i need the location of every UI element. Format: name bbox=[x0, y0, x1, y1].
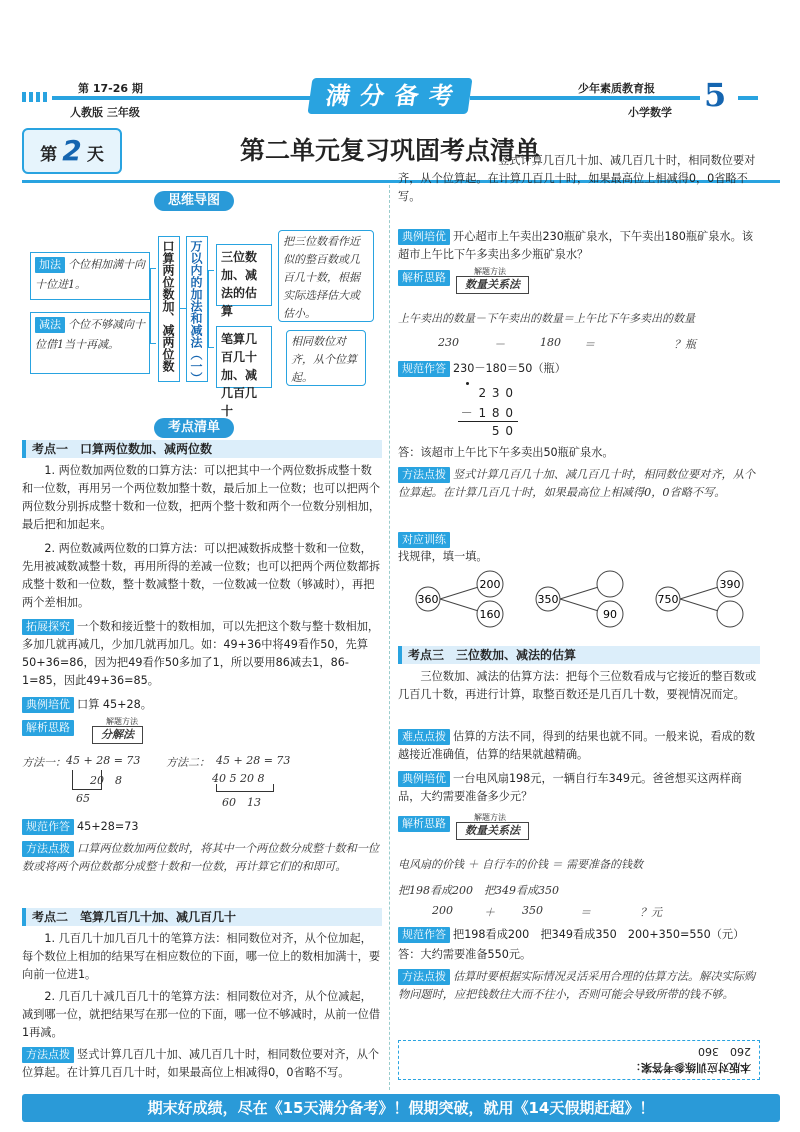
k2-tip2 bbox=[398, 466, 760, 502]
sub-text: 个位不够减向十位借1当十再减。 bbox=[35, 318, 145, 351]
header-stripes bbox=[22, 92, 50, 102]
k3-num-0: 200 bbox=[432, 904, 453, 917]
k1-ex-text: 口算 45+28。 bbox=[77, 698, 152, 711]
footer-banner: 期末好成绩，尽在《15天满分备考》！假期突破，就用《14天假期赶超》！ bbox=[22, 1094, 780, 1122]
answer-reference-box bbox=[398, 1040, 760, 1080]
k2-analysis bbox=[398, 268, 598, 302]
k2-tip2-tag: 方法点拨 bbox=[398, 467, 450, 483]
k2-ex-tag: 典例培优 bbox=[398, 229, 450, 245]
k2-std-tag: 规范作答 bbox=[398, 361, 450, 377]
day-prefix: 第 bbox=[40, 145, 58, 165]
header-rule-left bbox=[52, 96, 310, 100]
edition: 人教版 三年级 bbox=[70, 106, 140, 119]
k1-m1-label: 方法一： bbox=[22, 756, 66, 769]
k2-v-rule bbox=[458, 421, 518, 422]
k1-an-method-small: 解题方法 bbox=[106, 717, 138, 726]
mindmap-add-box bbox=[30, 252, 150, 300]
k1-method2 bbox=[166, 754, 326, 810]
k2-standard bbox=[398, 360, 758, 378]
k3-num-4: ？元 bbox=[640, 906, 662, 919]
k3-title: 考点三 三位数加、减法的估算 bbox=[398, 646, 760, 664]
k3-ex-tag: 典例培优 bbox=[398, 771, 450, 787]
k3-p1: 三位数加、减法的估算方法：把每个三位数看成与它接近的整百数或几百几十数，再进行计算，取整百数还是几百几十数，要视情况而定。 bbox=[398, 670, 757, 701]
k3-tip bbox=[398, 968, 760, 1004]
k2-rel-num-1: － bbox=[494, 338, 505, 351]
k3-relation: 电风扇的价钱 ＋ 自行车的价钱 ＝ 需要准备的钱数 bbox=[398, 858, 643, 871]
k1-title: 考点一 口算两位数加、减两位数 bbox=[22, 440, 382, 458]
k1-standard bbox=[22, 818, 382, 836]
mindmap-oral: 口算两位数加、减两位数 bbox=[158, 236, 180, 382]
k2-vertical-calc bbox=[458, 384, 518, 440]
k3-tip-text: 估算时要根据实际情况灵活采用合理的估算方法。解决实际购物问题时，应把钱数往大而不往小，否则可能会导致所带的钱不够。 bbox=[398, 970, 756, 1001]
k2-train-tag: 对应训练 bbox=[398, 532, 450, 548]
k1-m2-sums: 60 13 bbox=[222, 796, 261, 809]
k2-v-top: 2 3 0 bbox=[478, 386, 514, 400]
day-badge bbox=[22, 128, 122, 174]
k1-example bbox=[22, 696, 382, 714]
k3-diff-text: 估算的方法不同，得到的结果也就不同。一般来说，看成的数越接近准确值，估算的结果就越精确。 bbox=[398, 730, 756, 761]
k2-tip-text: 竖式计算几百几十加、减几百几十时，相同数位要对齐，从个位算起。在计算几百几十时，如果最高位上相减得0，0省略不写。 bbox=[22, 1048, 380, 1079]
k1-analysis bbox=[22, 718, 222, 752]
k1-m2-split: 40 5 20 8 bbox=[212, 772, 265, 785]
k1-m2-label: 方法二： bbox=[166, 756, 210, 769]
day-suffix: 天 bbox=[86, 145, 104, 165]
mindmap-unit: 万以内的加法和减法（一） bbox=[186, 236, 208, 382]
k3-std-text: 把198看成200 把349看成350 200+350=550（元） bbox=[453, 928, 745, 941]
k2-tip-cont-text: 竖式计算几百几十加、减几百几十时，相同数位要对齐，从个位算起。在计算几百几十时，如果最高位上相减得0，0省略不写。 bbox=[398, 154, 756, 203]
k3-example bbox=[398, 770, 760, 806]
tree-2-bottom-circle bbox=[717, 601, 743, 627]
header-rule-right bbox=[470, 96, 700, 100]
k1-ext-tag: 拓展探究 bbox=[22, 619, 74, 635]
k2-rel-num-4: ？瓶 bbox=[674, 338, 696, 351]
k3-num-2: 350 bbox=[522, 904, 543, 917]
k2-an-method-small: 解题方法 bbox=[474, 267, 506, 276]
k2-p2: 2. 几百几十减几百几十的笔算方法：相同数位对齐，从个位减起，减到哪一位，就把结果写在那一位的下面，哪一位不够减时，从前一位借1再减。 bbox=[22, 990, 381, 1039]
k2-trees bbox=[398, 568, 768, 630]
tree-1-bottom-value: 90 bbox=[603, 608, 617, 621]
k3-an-method: 数量关系法 bbox=[456, 822, 529, 840]
k1-m2-bracket bbox=[216, 784, 274, 792]
k3-standard bbox=[398, 926, 760, 944]
checklist-label: 考点清单 bbox=[154, 418, 234, 438]
k2-v-mid: － 1 8 0 bbox=[460, 406, 514, 420]
column-divider bbox=[389, 185, 390, 1090]
k2-an-method: 数量关系法 bbox=[456, 276, 529, 294]
tree-0-root-value: 360 bbox=[417, 593, 439, 606]
k2-tip bbox=[22, 1046, 382, 1082]
mindmap-written: 笔算几百几十加、减几百几十 bbox=[216, 326, 272, 388]
k1-p2: 2. 两位数减两位数的口算方法：可以把减数拆成整十数和一位数，先用被减数减整十数，再用所得的差减一位数；也可以把两个两位数都拆成整十数和一位数，整十数减整十数，一位数减一位数（够减时），再把两个差相加。 bbox=[22, 542, 381, 609]
k2-train-text: 找规律，填一填。 bbox=[398, 550, 488, 563]
mindmap-label: 思维导图 bbox=[154, 191, 234, 211]
k1-m1-split: 20 8 bbox=[90, 774, 122, 787]
header bbox=[0, 0, 800, 125]
k1-ext-text: 一个数和接近整十的数相加，可以先把这个数与整十数相加，多加几就再减几，少加几就再加几。如：49+36中将49看作50，先算50+36=86，因为把49看作50多加了1，所以要用86减去1，86-1=85，因此49+36=85。 bbox=[22, 620, 380, 687]
k3-num-1: ＋ bbox=[484, 906, 495, 919]
k2-ex-text: 开心超市上午卖出230瓶矿泉水，下午卖出180瓶矿泉水。该超市上午比下午多卖出多少瓶矿泉水？ bbox=[398, 230, 754, 261]
k2-tip-tag: 方法点拨 bbox=[22, 1047, 74, 1063]
k1-ext bbox=[22, 618, 382, 690]
add-tag: 加法 bbox=[35, 257, 65, 273]
mindmap-sub-box bbox=[30, 312, 150, 374]
k2-p1: 1. 几百几十加几百几十的笔算方法：相同数位对齐，从个位加起，每个数位上相加的结果写在相应数位的下面，哪一位上的数相加满十，要向前一位进1。 bbox=[22, 932, 381, 981]
k1-ex-tag: 典例培优 bbox=[22, 697, 74, 713]
k1-std-text: 45+28=73 bbox=[77, 820, 139, 833]
k1-p1: 1. 两位数加两位数的口算方法：可以把其中一个两位数拆成整十数和一位数，再用另一个两位数加整十数，最后加上一位数；也可以把两个两位数分别拆成整十数和一位数，把两个整十数和两个一位数分别相加，最后把和加起来。 bbox=[22, 464, 381, 531]
k1-method1 bbox=[22, 754, 182, 810]
k1-m1-expr: 45 + 28 = 73 bbox=[66, 754, 141, 767]
page-number: 5 bbox=[704, 76, 727, 114]
k3-approx: 把198看成200 把349看成350 bbox=[398, 884, 559, 897]
tree-0-top-value: 200 bbox=[479, 578, 501, 591]
k3-difficulty bbox=[398, 728, 760, 764]
k3-ex-text: 一台电风扇198元，一辆自行车349元。爸爸想买这两样商品，大约需要准备多少元？ bbox=[398, 772, 742, 803]
k2-example bbox=[398, 228, 760, 264]
banner-title: 满 分 备 考 bbox=[307, 78, 472, 114]
k1-tip-text: 口算两位数加两位数时，将其中一个两位数分成整十数和一位数或将两个两位数都分成整十数和一位数，再计算它们的和即可。 bbox=[22, 842, 380, 873]
tree-1-root-value: 350 bbox=[537, 593, 559, 606]
k3-approx-nums bbox=[398, 904, 768, 922]
k1-an-method: 分解法 bbox=[92, 726, 143, 744]
k3-an-method-small: 解题方法 bbox=[474, 813, 506, 822]
page-title: 第二单元复习巩固考点清单 bbox=[239, 136, 540, 165]
k2-std-text: 230－180＝50（瓶） bbox=[453, 362, 566, 375]
add-text: 个位相加满十向十位进1。 bbox=[35, 258, 145, 291]
newspaper-name: 少年素质教育报 bbox=[578, 82, 655, 95]
k2-rel-num-0: 230 bbox=[438, 336, 459, 349]
mindmap-estimate-note: 把三位数看作近似的整百数或几百几十数，根据实际选择估大或估小。 bbox=[278, 230, 374, 322]
sub-tag: 减法 bbox=[35, 317, 65, 333]
k3-analysis bbox=[398, 814, 598, 848]
reference-label: 本版对应训练参考答案： bbox=[630, 1061, 751, 1074]
tree-2-top-value: 390 bbox=[719, 578, 741, 591]
k2-an-tag: 解析思路 bbox=[398, 270, 450, 286]
subject: 小学数学 bbox=[628, 106, 672, 119]
k2-tip-cont bbox=[398, 154, 758, 224]
tree-2-root-value: 750 bbox=[657, 593, 679, 606]
mindmap-bracket-left bbox=[150, 268, 156, 344]
k1-std-tag: 规范作答 bbox=[22, 819, 74, 835]
k3-diff-tag: 难点点拨 bbox=[398, 729, 450, 745]
issue-period: 第 17-26 期 bbox=[78, 82, 143, 95]
k3-std-tag: 规范作答 bbox=[398, 927, 450, 943]
k1-tip bbox=[22, 840, 382, 876]
k1-an-tag: 解析思路 bbox=[22, 720, 74, 736]
k2-rel-num-3: ＝ bbox=[584, 338, 595, 351]
k1-m1-bracket bbox=[72, 770, 102, 790]
tree-1-top-circle bbox=[597, 571, 623, 597]
k2-rel-nums bbox=[398, 336, 768, 354]
k1-tip-tag: 方法点拨 bbox=[22, 841, 74, 857]
k3-answer: 答：大约需要准备550元。 bbox=[398, 948, 532, 961]
k2-rel-num-2: 180 bbox=[540, 336, 561, 349]
reference-values: 260 360 bbox=[698, 1045, 751, 1058]
k1-m1-sum: 65 bbox=[76, 792, 90, 805]
k3-tip-tag: 方法点拨 bbox=[398, 969, 450, 985]
mindmap-bracket-right bbox=[208, 270, 214, 348]
k1-m2-expr: 45 + 28 = 73 bbox=[216, 754, 291, 767]
k2-relation: 上午卖出的数量－下午卖出的数量＝上午比下午多卖出的数量 bbox=[398, 312, 695, 325]
k2-answer: 答：该超市上午比下午多卖出50瓶矿泉水。 bbox=[398, 446, 614, 459]
k2-v-res: 5 0 bbox=[491, 424, 514, 438]
mindmap-written-note: 相同数位对齐，从个位算起。 bbox=[286, 330, 366, 386]
day-number: 2 bbox=[62, 134, 82, 167]
k2-title: 考点二 笔算几百几十加、减几百几十 bbox=[22, 908, 382, 926]
mindmap-estimate: 三位数加、减法的估算 bbox=[216, 244, 272, 306]
k3-an-tag: 解析思路 bbox=[398, 816, 450, 832]
k2-v-dot bbox=[466, 382, 469, 385]
k3-num-3: ＝ bbox=[580, 906, 591, 919]
k2-tip2-text: 竖式计算几百几十加、减几百几十时，相同数位要对齐，从个位算起。在计算几百几十时，如果最高位上相减得0，0省略不写。 bbox=[398, 468, 756, 499]
tree-0-bottom-value: 160 bbox=[479, 608, 501, 621]
k2-train bbox=[398, 528, 758, 566]
header-rule-end bbox=[738, 96, 758, 100]
